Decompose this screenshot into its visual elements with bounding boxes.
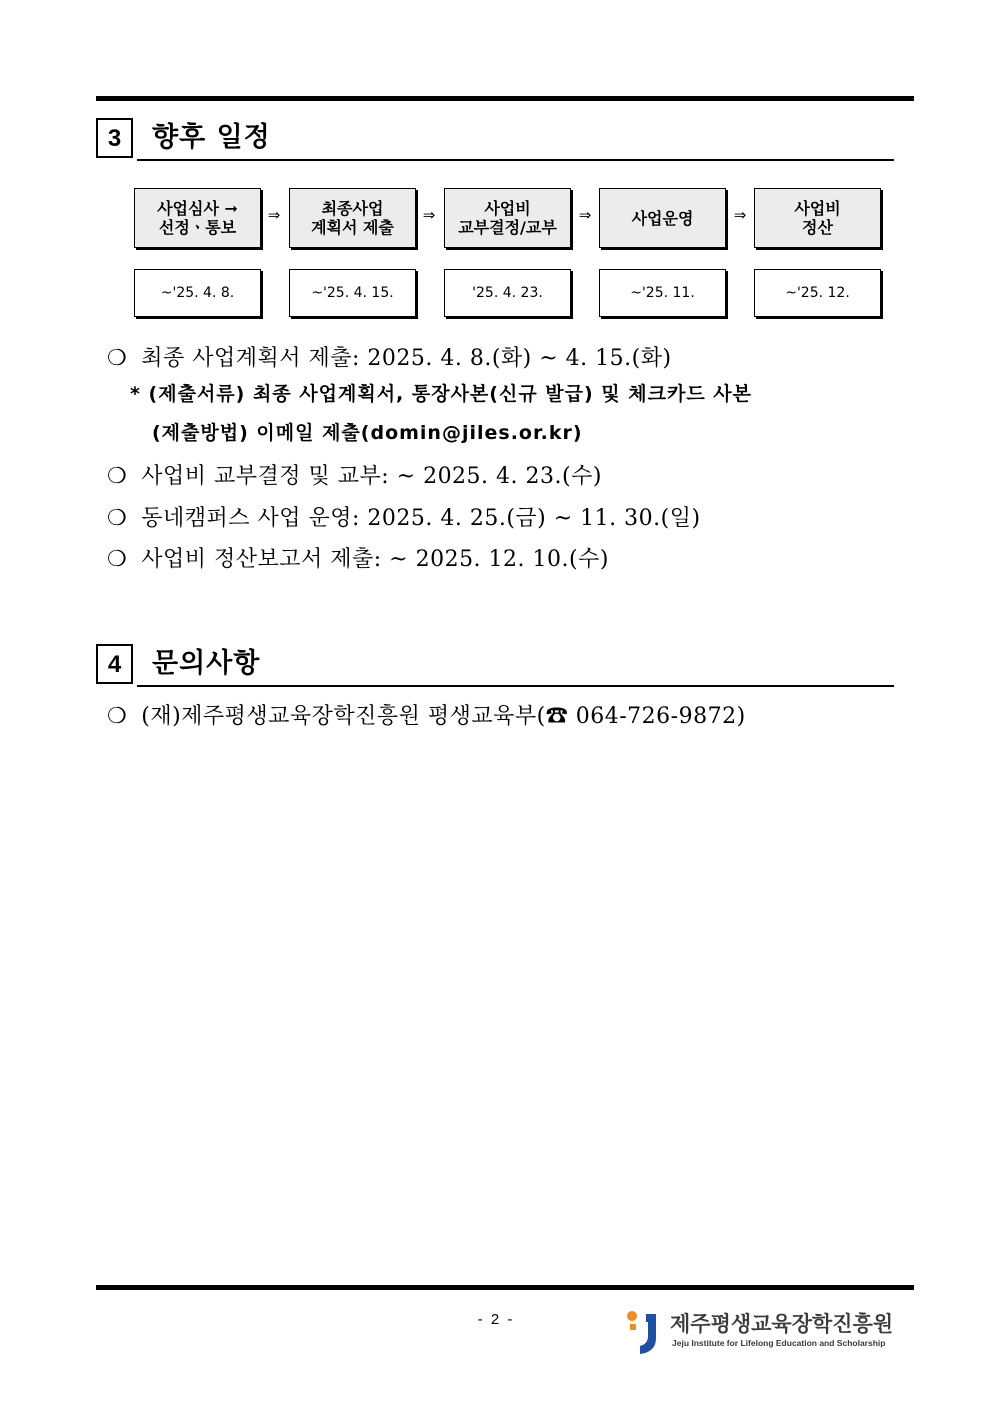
flow-arrow-icon: ⇒ xyxy=(267,206,281,224)
flow-arrow-icon: ⇒ xyxy=(733,206,747,224)
schedule-item: ❍ 동네캠퍼스 사업 운영: 2025. 4. 25.(금) ~ 11. 30.(일) xyxy=(107,506,701,531)
section-title: 문의사항 xyxy=(152,648,261,679)
section-underline xyxy=(137,159,894,161)
flow-date-2: ~'25. 4. 15. xyxy=(289,269,416,317)
page-number: - 2 - xyxy=(477,1311,515,1328)
schedule-item: ❍ 최종 사업계획서 제출: 2025. 4. 8.(화) ~ 4. 15.(화) xyxy=(107,346,672,371)
section-title: 향후 일정 xyxy=(152,122,271,153)
flow-step-3: 사업비 교부결정/교부 xyxy=(444,188,571,248)
flow-date-5: ~'25. 12. xyxy=(754,269,881,317)
flow-step-4: 사업운영 xyxy=(599,188,726,248)
flow-step-1: 사업심사 ➞ 선정ㆍ통보 xyxy=(134,188,261,248)
flow-step-5: 사업비 정산 xyxy=(754,188,881,248)
bullet-circle-icon: ❍ xyxy=(107,547,128,572)
flow-step-2: 최종사업 계획서 제출 xyxy=(289,188,416,248)
bullet-circle-icon: ❍ xyxy=(107,346,128,371)
flow-date-4: ~'25. 11. xyxy=(599,269,726,317)
schedule-item: ❍ 사업비 교부결정 및 교부: ~ 2025. 4. 23.(수) xyxy=(107,464,602,489)
section-number: 3 xyxy=(96,118,133,158)
note-method: (제출방법) 이메일 제출(domin@jiles.or.kr) xyxy=(152,422,583,444)
bullet-circle-icon: ❍ xyxy=(107,704,128,729)
section-number: 4 xyxy=(96,644,133,684)
note-documents: * (제출서류) 최종 사업계획서, 통장사본(신규 발급) 및 체크카드 사본 xyxy=(130,383,753,405)
section-4-header xyxy=(96,644,894,690)
flow-arrow-icon: ⇒ xyxy=(578,206,592,224)
org-subtitle: Jeju Institute for Lifelong Education and Scholarship xyxy=(672,1338,886,1348)
flow-arrow-icon: ⇒ xyxy=(422,206,436,224)
flow-date-1: ~'25. 4. 8. xyxy=(134,269,261,317)
org-logo xyxy=(626,1306,896,1358)
top-rule xyxy=(96,96,914,101)
flow-date-3: '25. 4. 23. xyxy=(444,269,571,317)
contact-item: ❍ (재)제주평생교육장학진흥원 평생교육부(☎ 064-726-9872) xyxy=(107,704,746,729)
org-name: 제주평생교육장학진흥원 xyxy=(670,1312,894,1336)
bullet-circle-icon: ❍ xyxy=(107,506,128,531)
section-underline xyxy=(137,685,894,687)
org-logo-icon xyxy=(626,1308,666,1356)
section-3-header xyxy=(96,118,894,164)
bottom-rule xyxy=(96,1285,914,1290)
bullet-circle-icon: ❍ xyxy=(107,464,128,489)
schedule-item: ❍ 사업비 정산보고서 제출: ~ 2025. 12. 10.(수) xyxy=(107,547,609,572)
